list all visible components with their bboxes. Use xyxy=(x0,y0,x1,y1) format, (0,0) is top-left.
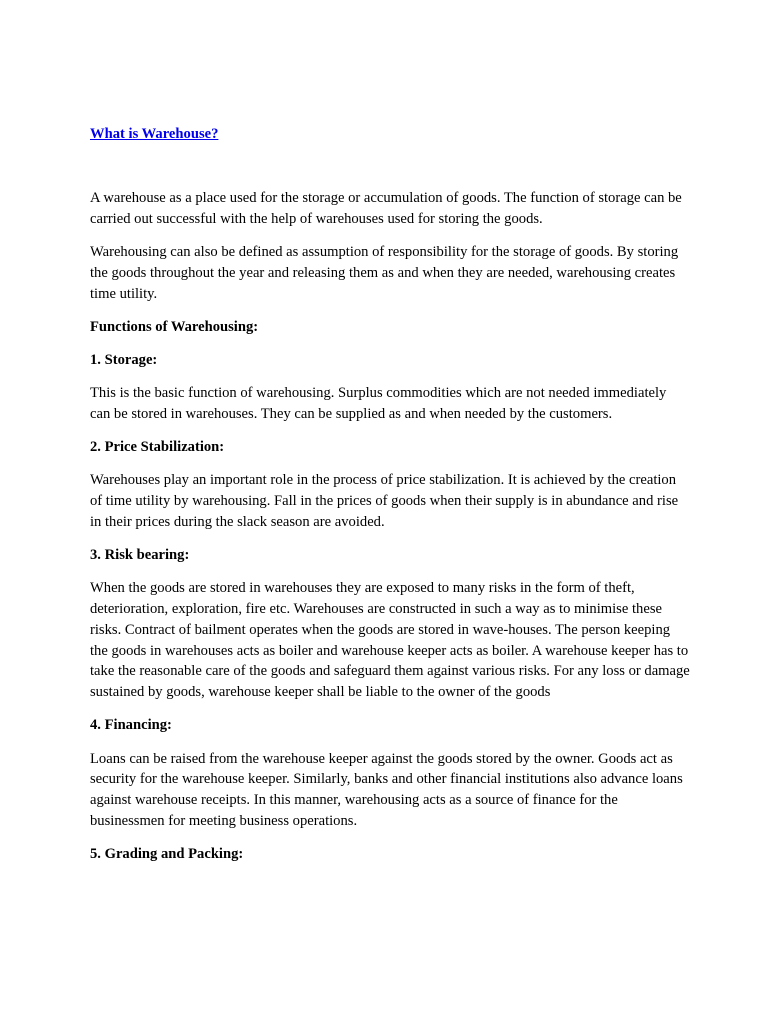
intro-paragraph-2: Warehousing can also be defined as assumption of responsibility for the storage of goods. By storing the goods throughout the year and releasing them as and when they are needed, warehousing creates time utility. xyxy=(90,243,679,302)
section-heading-grading-packing: 5. Grading and Packing: xyxy=(90,846,244,863)
document-page xyxy=(90,124,690,877)
section-heading-financing: 4. Financing: xyxy=(90,717,172,734)
section-heading-risk-bearing: 3. Risk bearing: xyxy=(90,547,190,564)
section-heading-storage: 1. Storage: xyxy=(90,351,158,368)
functions-heading: Functions of Warehousing: xyxy=(90,318,259,335)
section-heading-price-stabilization: 2. Price Stabilization: xyxy=(90,439,225,456)
section-text-price-stabilization: Warehouses play an important role in the process of price stabilization. It is achieved by the creation of time utility by warehousing. Fall in the prices of goods when their supply is in abundance and rise in their prices during the slack season are avoided. xyxy=(90,472,679,530)
document-title-link[interactable]: What is Warehouse? xyxy=(90,126,219,142)
section-text-storage: This is the basic function of warehousing. Surplus commodities which are not needed immediately can be stored in warehouses. They can be supplied as and when needed by the customers. xyxy=(90,385,667,422)
section-text-risk-bearing: When the goods are stored in warehouses they are exposed to many risks in the form of theft, deterioration, exploration, fire etc. Warehouses are constructed in such a way as to minimise these risks. Contract of bailment operates when the goods are stored in wave-houses. The person keeping the goods in warehouses acts as boiler and warehouse keeper acts as boiler. A warehouse keeper has to take the reasonable care of the goods and safeguard them against various risks. For any loss or damage sustained by goods, warehouse keeper shall be liable to the owner of the goods xyxy=(90,580,690,701)
section-text-financing: Loans can be raised from the warehouse keeper against the goods stored by the owner. Goods act as security for the warehouse keeper. Similarly, banks and other financial institutions also advance loans against warehouse receipts. In this manner, warehousing acts as a source of finance for the businessmen for meeting business operations. xyxy=(90,750,683,830)
intro-paragraph-1: A warehouse as a place used for the storage or accumulation of goods. The function of storage can be carried out successful with the help of warehouses used for storing the goods. xyxy=(90,190,682,227)
